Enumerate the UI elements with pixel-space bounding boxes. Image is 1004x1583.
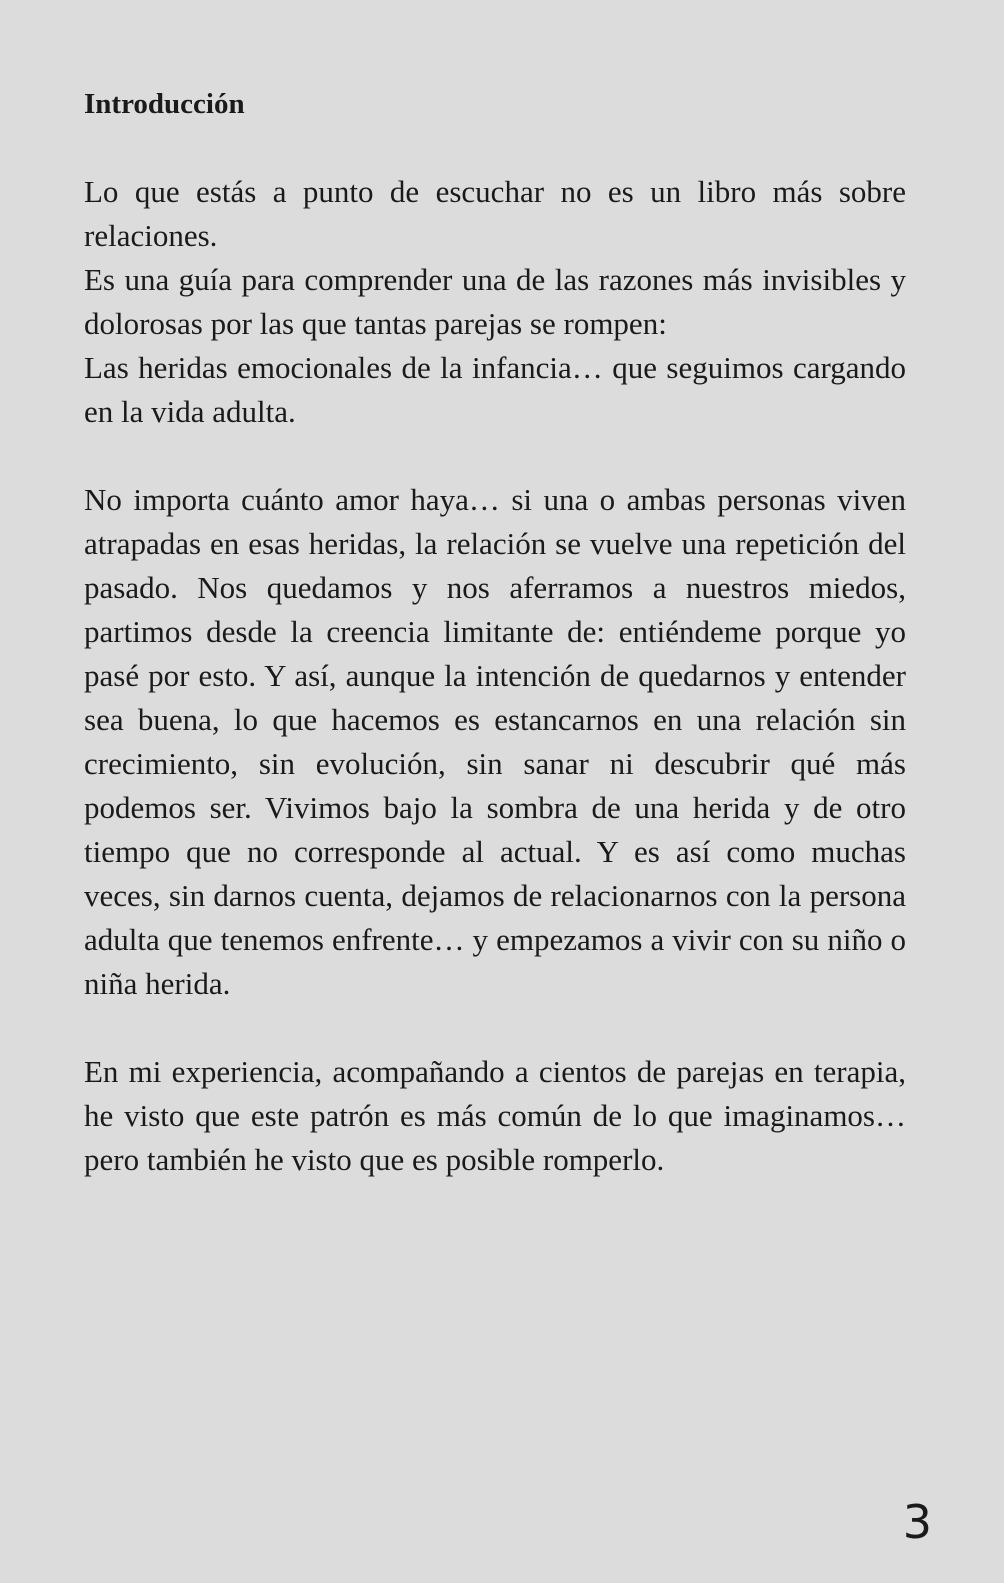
paragraph-1-line-2: Es una guía para comprender una de las razones más invisibles y dolorosas por las que tantas parejas se rompen:	[84, 262, 906, 341]
paragraph-3-text: En mi experiencia, acompañando a cientos de parejas en terapia, he visto que este patrón es más común de lo que imaginamos… pero también he visto que es posible romperlo.	[84, 1054, 906, 1177]
paragraph-2-text: No importa cuánto amor haya… si una o ambas personas viven atrapadas en esas heridas, la relación se vuelve una repetición del pasado. Nos quedamos y nos aferramos a nuestros miedos, partimos desde la creencia limitante de: entiéndeme porque yo pasé por esto. Y así, aunque la intención de quedarnos y entender sea buena, lo que hacemos es estancarnos en una relación sin crecimiento, sin evolución, sin sanar ni descubrir qué más podemos ser. Vivimos bajo la sombra de una herida y de otro tiempo que no corresponde al actual. Y es así como muchas veces, sin darnos cuenta, dejamos de relacionarnos con la persona adulta que tenemos enfrente… y empezamos a vivir con su niño o niña herida.	[84, 482, 906, 1001]
paragraph-1	[84, 170, 906, 434]
page-content	[84, 82, 906, 1226]
paragraph-3	[84, 1050, 906, 1182]
page-number: 3	[902, 1495, 932, 1549]
section-heading: Introducción	[84, 88, 245, 120]
paragraph-1-line-3: Las heridas emocionales de la infancia… que seguimos cargando en la vida adulta.	[84, 350, 906, 429]
paragraph-2	[84, 478, 906, 1006]
paragraph-1-line-1: Lo que estás a punto de escuchar no es un libro más sobre relaciones.	[84, 174, 906, 253]
